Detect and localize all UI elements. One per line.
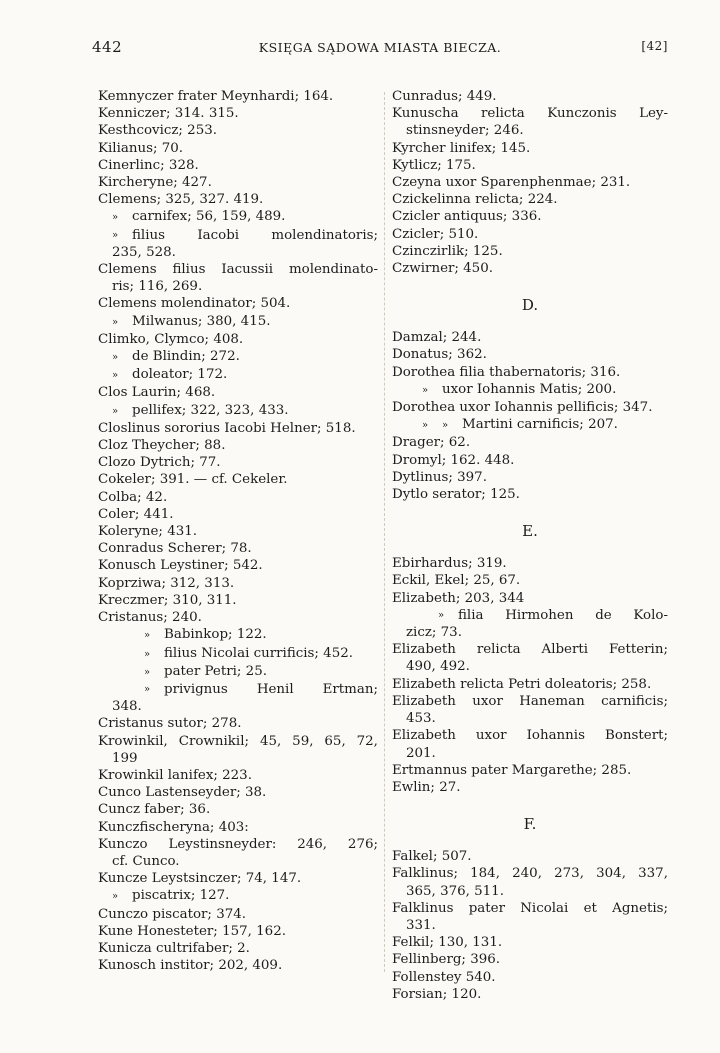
entry-text: Dorothea filia thabernatoris; 316. [392,364,621,380]
index-entry-continuation [98,698,378,715]
index-entry [392,848,668,865]
index-entry-continuation [98,853,378,870]
index-entry-continuation [392,883,668,900]
entry-text: Colba; 42. [98,489,168,505]
index-entry [98,819,378,836]
ditto-mark: » [112,891,119,903]
entry-text: 201. [406,745,436,761]
index-entry [392,434,668,451]
index-entry-continuation [392,122,668,139]
entry-text: de Blindin; 272. [132,349,240,365]
justified-words: Elizabeth uxor Haneman carnificis; [392,693,668,709]
index-entry [98,140,378,157]
entry-text: Clemens molendinator; 504. [98,296,291,312]
index-entry [392,88,668,105]
entry-text: 490, 492. [406,659,470,675]
entry-text: Cinerlinc; 328. [98,157,199,173]
index-entry [392,676,668,693]
ditto-mark: » [112,405,119,417]
index-entry [392,157,668,174]
index-entry [98,715,378,732]
ditto-mark: » [112,212,119,224]
index-entry [98,733,378,750]
justified-words: Falklinus pater Nicolai et Agnetis; [392,900,668,916]
entry-text: Kuncze Leystsinczer; 74, 147. [98,871,302,887]
entry-text: Krowinkil lanifex; 223. [98,767,252,783]
entry-text: Clozo Dytrich; 77. [98,455,221,471]
entry-text: stinsneyder; 246. [406,123,524,139]
ditto-mark: » [112,352,119,364]
justified-words: filia Hirmohen de Kolo- [458,607,668,623]
entry-text: Koleryne; 431. [98,524,198,540]
entry-text: Ertmannus pater Margarethe; 285. [392,762,632,778]
index-entry [392,951,668,968]
index-entry [98,88,378,105]
entry-text: Dytlinus; 397. [392,469,487,485]
index-entry [98,489,378,506]
entry-text: Damzal; 244. [392,330,482,346]
index-entry-continuation [98,750,378,767]
ditto-mark: » [112,316,119,328]
index-entry-continuation [392,710,668,727]
index-entry [392,779,668,796]
entry-text: 331. [406,917,436,933]
index-entry [392,191,668,208]
entry-text: Kytlicz; 175. [392,157,476,173]
index-entry-continuation [98,244,378,261]
index-entry [98,420,378,437]
index-entry [98,575,378,592]
index-entry [98,801,378,818]
index-entry [98,940,378,957]
index-entry [392,555,668,572]
index-entry [392,469,668,486]
index-entry [392,226,668,243]
index-entry [98,645,378,663]
left-column [98,88,378,974]
index-entry [98,174,378,191]
entry-text: uxor Iohannis Matis; 200. [442,381,617,397]
index-entry [392,969,668,986]
index-entry [98,681,378,698]
index-entry [98,663,378,681]
index-entry [98,331,378,348]
index-entry [392,934,668,951]
index-entry [98,957,378,974]
index-entry [392,364,668,381]
index-entry-continuation [392,658,668,675]
index-entry [392,329,668,346]
justified-words: Falklinus; 184, 240, 273, 304, 337, [392,866,668,882]
entry-text: Czwirner; 450. [392,261,493,277]
entry-text: Kyrcher linifex; 145. [392,140,531,156]
index-entry [392,641,668,658]
ditto-mark: » [112,229,119,241]
entry-text: Falkel; 507. [392,849,472,865]
page-number: 442 [92,38,123,56]
entry-text: ris; 116, 269. [112,279,203,295]
entry-text: Kilianus; 70. [98,140,184,156]
index-entry [98,906,378,923]
index-entry [98,105,378,122]
index-entry [98,557,378,574]
ditto-mark: » [442,420,449,432]
index-entry [98,191,378,208]
index-entry [392,693,668,710]
index-entry [392,346,668,363]
entry-text: Dromyl; 162. 448. [392,452,515,468]
entry-text: Cuncz faber; 36. [98,802,211,818]
index-entry [392,452,668,469]
entry-text: Elizabeth relicta Petri doleatoris; 258. [392,676,652,692]
index-entry [392,727,668,744]
index-entry [98,523,378,540]
justified-words: Clemens filius Iacussii molendinato- [98,262,378,278]
index-entry [392,243,668,260]
entry-text: Kunicza cultrifaber; 2. [98,940,250,956]
justified-words: Krowinkil, Crownikil; 45, 59, 65, 72, [98,733,378,749]
running-header [92,38,668,62]
index-entry [98,208,378,226]
entry-text: Cunradus; 449. [392,89,497,104]
signature-mark: [42] [641,39,668,53]
index-entry [98,454,378,471]
entry-text: Drager; 62. [392,435,471,451]
entry-text: 199 [112,750,138,766]
entry-text: Closlinus sororius Iacobi Helner; 518. [98,420,356,436]
entry-text: Elizabeth; 203, 344 [392,590,525,606]
index-entry [392,208,668,225]
index-entry-continuation [392,917,668,934]
ditto-mark: » [144,666,151,678]
entry-text: Donatus; 362. [392,347,487,363]
entry-text: Czickelinna relicta; 224. [392,192,558,208]
ditto-mark: » [422,420,429,432]
ditto-mark: » [144,683,151,695]
index-entry [98,626,378,644]
index-entry [392,140,668,157]
entry-text: Czicler; 510. [392,226,479,242]
entry-text: 348. [112,699,142,715]
index-entry [392,607,668,624]
index-entry [98,767,378,784]
index-entry [392,416,668,434]
index-entry [98,836,378,853]
entry-text: carnifex; 56, 159, 489. [132,209,286,225]
index-entry [98,471,378,488]
entry-text: Clemens; 325, 327. 419. [98,192,264,208]
entry-text: Dorothea uxor Iohannis pellificis; 347. [392,400,653,416]
right-column [392,88,668,1003]
entry-text: cf. Cunco. [112,853,180,869]
index-entry [98,870,378,887]
justified-words: Elizabeth relicta Alberti Fetterin; [392,642,668,658]
entry-text: Cokeler; 391. — cf. Cekeler. [98,472,288,488]
entry-text: Babinkop; 122. [164,627,267,643]
index-entry [98,592,378,609]
entry-text: Milwanus; 380, 415. [132,313,271,329]
entry-text: zicz; 73. [406,625,462,641]
justified-words: filius Iacobi molendinatoris; [132,227,378,243]
entry-text: Dytlo serator; 125. [392,487,520,503]
entry-text: Czinczirlik; 125. [392,243,503,259]
index-entry [98,402,378,420]
index-entry-continuation [98,278,378,295]
index-entry [392,399,668,416]
ditto-mark: » [112,370,119,382]
entry-text: Martini carnificis; 207. [462,417,618,433]
entry-text: Coler; 441. [98,506,174,522]
section-letter: E. [522,522,538,541]
index-entry-continuation [392,745,668,762]
entry-text: Eckil, Ekel; 25, 67. [392,573,521,589]
entry-text: Ebirhardus; 319. [392,556,507,572]
entry-text: Cunczo piscator; 374. [98,906,247,922]
entry-text: Fellinberg; 396. [392,952,501,968]
entry-text: Czeyna uxor Sparenphenmae; 231. [392,175,631,191]
entry-text: Kreczmer; 310, 311. [98,592,237,608]
index-entry [392,105,668,122]
entry-text: Cristanus; 240. [98,610,202,626]
justified-words: privignus Henil Ertman; [164,681,378,697]
entry-text: 365, 376, 511. [406,883,504,899]
index-entry [98,540,378,557]
entry-text: 453. [406,711,436,727]
index-entry [392,572,668,589]
ditto-mark: » [422,384,429,396]
justified-words: Kunczo Leystinsneyder: 246, 276; [98,836,378,852]
index-entry [98,157,378,174]
entry-text: Follenstey 540. [392,969,496,985]
ditto-mark: » [438,609,445,621]
index-entry [98,122,378,139]
index-entry [98,784,378,801]
entry-text: Clos Laurin; 468. [98,385,216,401]
ditto-mark: » [144,630,151,642]
entry-text: Climko, Clymco; 408. [98,331,244,347]
index-entry [98,366,378,384]
justified-words: Kunuscha relicta Kunczonis Ley- [392,106,668,122]
ditto-mark: » [144,648,151,660]
entry-text: Kenniczer; 314. 315. [98,106,239,122]
index-entry [392,486,668,503]
entry-text: Cunco Lastenseyder; 38. [98,785,267,801]
entry-text: Kunczfischeryna; 403: [98,819,249,835]
index-entry [98,609,378,626]
page-title: KSIĘGA SĄDOWA MIASTA BIECZA. [258,40,502,55]
index-entry [392,865,668,882]
entry-text: Cloz Theycher; 88. [98,438,226,454]
index-entry [98,923,378,940]
section-letter: F. [523,815,537,834]
entry-text: doleator; 172. [132,367,228,383]
index-entry [392,381,668,399]
entry-text: Kune Honesteter; 157, 162. [98,923,286,939]
index-entry [98,261,378,278]
column-divider [384,92,385,972]
index-entry [392,174,668,191]
entry-text: Conradus Scherer; 78. [98,541,252,557]
index-entry [392,900,668,917]
entry-text: Kunosch institor; 202, 409. [98,958,283,974]
index-entry [98,295,378,312]
index-entry-continuation [392,624,668,641]
index-entry [392,986,668,1003]
entry-text: Konusch Leystiner; 542. [98,558,263,574]
entry-text: Cristanus sutor; 278. [98,716,242,732]
index-entry [392,590,668,607]
entry-text: 235, 528. [112,244,176,260]
index-entry [98,313,378,331]
index-entry [98,227,378,244]
entry-text: pellifex; 322, 323, 433. [132,402,289,418]
entry-text: Felkil; 130, 131. [392,935,503,951]
index-entry [392,260,668,277]
index-entry [98,887,378,905]
entry-text: Kesthcovicz; 253. [98,123,217,139]
entry-text: Kircheryne; 427. [98,175,212,191]
index-entry [98,506,378,523]
entry-text: piscatrix; 127. [132,888,230,904]
entry-text: Ewlin; 27. [392,779,461,795]
index-entry [98,437,378,454]
entry-text: filius Nicolai currificis; 452. [164,645,353,661]
entry-text: Czicler antiquus; 336. [392,209,542,225]
entry-text: Forsian; 120. [392,986,482,1002]
entry-text: Koprziwa; 312, 313. [98,575,235,591]
justified-words: Elizabeth uxor Iohannis Bonstert; [392,728,668,744]
index-entry [98,348,378,366]
entry-text: pater Petri; 25. [164,663,267,679]
entry-text: Kemnyczer frater Meynhardi; 164. [98,89,334,104]
index-entry [392,762,668,779]
section-letter: D. [521,296,539,315]
index-entry [98,384,378,401]
